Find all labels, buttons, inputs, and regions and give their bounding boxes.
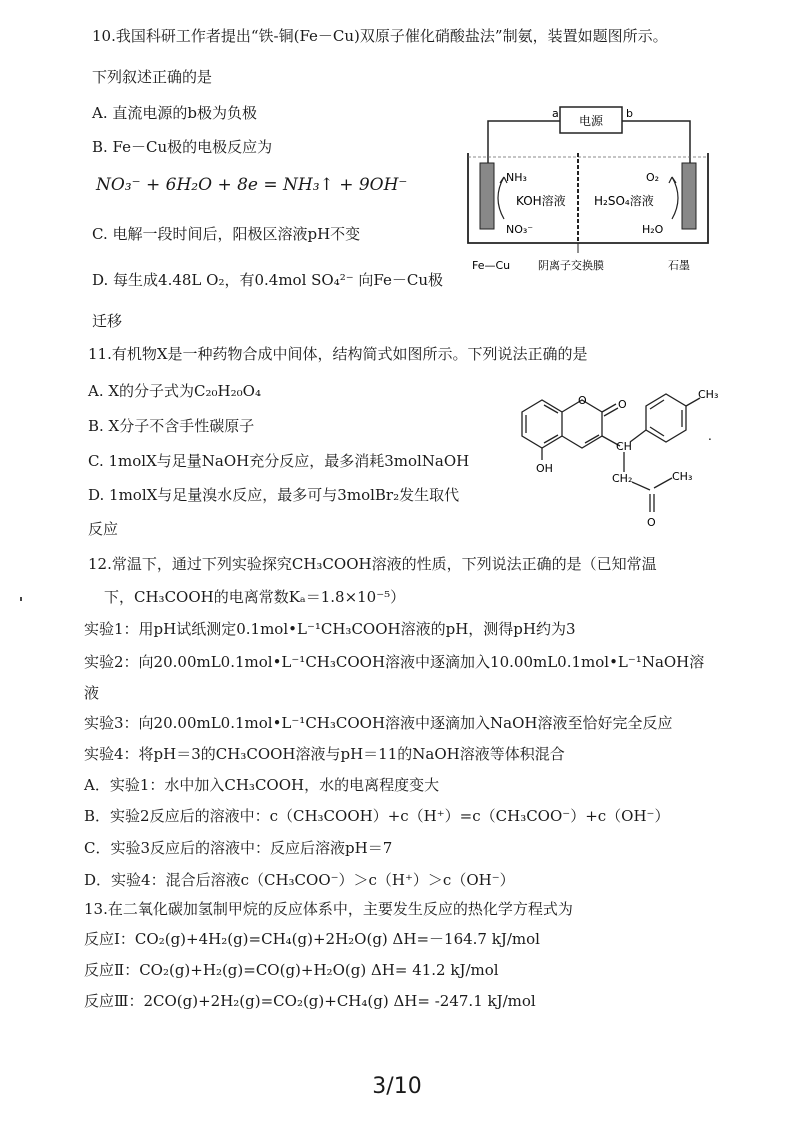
q12-option-c: C．实验3反应后的溶液中：反应后溶液pH＝7 [84,839,393,857]
q12-experiment-1: 实验1：用pH试纸测定0.1mol•L⁻¹CH₃COOH溶液的pH，测得pH约为3 [84,620,576,638]
ch2-label: CH₂ [612,472,633,485]
cell-body [468,153,708,243]
q11-option-b: B. X分子不含手性碳原子 [88,417,255,435]
q10-option-d: D. 每生成4.48L O₂，有0.4mol SO₄²⁻ 向Fe－Cu极 [92,271,444,289]
q12-experiment-2: 实验2：向20.00mL0.1mol•L⁻¹CH₃COOH溶液中逐滴加入10.00mL0.1mol•L⁻¹NaOH溶 [84,653,705,671]
q12-experiment-4: 实验4：将pH＝3的CH₃COOH溶液与pH＝11的NaOH溶液等体积混合 [84,745,565,763]
q12-stem-line1: 12.常温下，通过下列实验探究CH₃COOH溶液的性质，下列说法正确的是（已知常温 [88,555,657,573]
h2so4-solution-label: H₂SO₄溶液 [594,194,654,208]
q11-option-d-continued: 反应 [88,520,119,538]
ring-oxygen-label: O [578,394,587,407]
q13-reaction-3: 反应Ⅲ：2CO(g)+2H₂(g)=CO₂(g)+CH₄(g) ΔH= -247.1 kJ/mol [84,992,536,1010]
molecule-x-structure [508,384,728,534]
fe-cu-electrode [480,163,494,229]
q13-reaction-2: 反应Ⅱ：CO₂(g)+H₂(g)=CO(g)+H₂O(g) ΔH= 41.2 kJ/mol [84,961,499,979]
q12-option-a: A．实验1：水中加入CH₃COOH，水的电离程度变大 [84,776,440,794]
electrolysis-apparatus-diagram [462,95,714,280]
q10-option-c: C. 电解一段时间后，阳极区溶液pH不变 [92,225,361,243]
membrane-label: 阴离子交换膜 [538,259,604,272]
page-number: 3/10 [372,1074,422,1099]
q12-option-b: B．实验2反应后的溶液中：c（CH₃COOH）+c（H⁺）=c（CH₃COO⁻）+c（OH⁻） [84,807,670,825]
koh-solution-label: KOH溶液 [516,194,566,208]
q11-stem: 11.有机物X是一种药物合成中间体，结构简式如图所示。下列说法正确的是 [88,345,588,363]
q10-option-b: B. Fe－Cu极的电极反应为 [92,138,273,156]
graphite-electrode [682,163,696,229]
o2-label: O₂ [646,171,660,184]
oh-label: OH [536,462,553,475]
ketone-oxygen-label: O [647,516,656,529]
q12-option-d: D．实验4：混合后溶液c（CH₃COO⁻）＞c（H⁺）＞c（OH⁻） [84,871,515,889]
terminal-b-label: b [626,107,633,120]
ch-label: CH [616,440,632,453]
q11-option-d: D. 1molX与足量溴水反应，最多可与3molBr₂发生取代 [88,486,460,504]
q11-option-c: C. 1molX与足量NaOH充分反应，最多消耗3molNaOH [88,452,470,470]
nh3-label: NH₃ [506,171,527,184]
q11-option-a: A. X的分子式为C₂₀H₂₀O₄ [88,382,261,400]
terminal-a-label: a [552,107,559,120]
q10-stem-line1: 10.我国科研工作者提出“铁-铜(Fe－Cu)双原子催化硝酸盐法”制氨，装置如题图所示。 [92,27,668,45]
ch3-top-label: CH₃ [698,388,719,401]
q12-experiment-3: 实验3：向20.00mL0.1mol•L⁻¹CH₃COOH溶液中逐滴加入NaOH溶液至恰好完全反应 [84,714,673,732]
q10-option-a: A. 直流电源的b极为负极 [92,104,257,122]
margin-mark [20,597,22,601]
q10-option-d-continued: 迁移 [92,312,123,330]
carbonyl-oxygen-label: O [618,398,627,411]
q13-stem: 13.在二氧化碳加氢制甲烷的反应体系中，主要发生反应的热化学方程式为 [84,900,573,918]
ch3-right-label: CH₃ [672,470,693,483]
q12-stem-line2: 下，CH₃COOH的电离常数Kₐ＝1.8×10⁻⁵） [104,588,406,606]
q12-experiment-2-continued: 液 [84,684,100,702]
fe-cu-label: Fe—Cu [472,259,511,272]
q13-reaction-1: 反应Ⅰ：CO₂(g)+4H₂(g)=CH₄(g)+2H₂O(g) ΔH=－164.7 kJ/mol [84,930,540,948]
q10-electrode-equation: NO₃⁻ + 6H₂O + 8e = NH₃↑ + 9OH⁻ [96,175,408,195]
no3-label: NO₃⁻ [506,223,534,236]
power-source-label: 电源 [578,114,604,128]
graphite-label: 石墨 [668,259,690,272]
structure-period: . [708,429,712,443]
h2o-label: H₂O [642,223,664,236]
q10-stem-line2: 下列叙述正确的是 [92,68,213,86]
